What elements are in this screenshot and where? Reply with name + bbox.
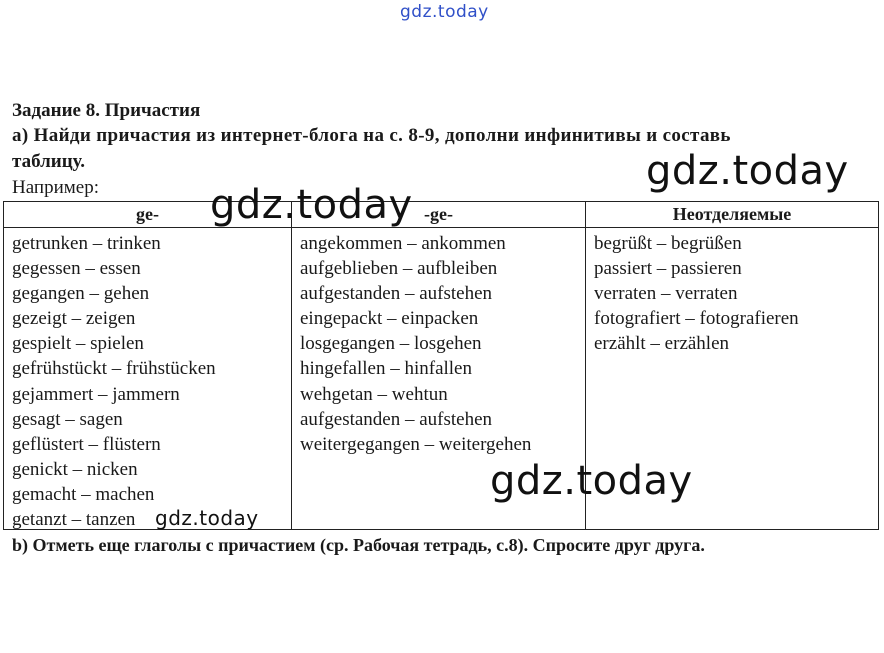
column-header: -ge- bbox=[292, 202, 585, 228]
watermark: gdz.today bbox=[646, 148, 849, 194]
table-entry: aufgestanden – aufstehen bbox=[300, 408, 493, 430]
example-label: Например: bbox=[12, 177, 99, 198]
watermark: gdz.today bbox=[155, 506, 259, 530]
table-entry: erzählt – erzählen bbox=[594, 333, 730, 355]
table-entry: getrunken – trinken bbox=[12, 233, 161, 254]
column-list bbox=[4, 228, 291, 532]
table-entry: gemacht – machen bbox=[12, 483, 155, 505]
task-title: Задание 8. Причастия bbox=[12, 100, 201, 121]
table-entry: getanzt – tanzen bbox=[12, 509, 136, 531]
table-entry: hingefallen – hinfallen bbox=[300, 358, 472, 380]
task-instruction-line-2: таблицу. bbox=[12, 151, 85, 172]
column-header: Неотделяемые bbox=[586, 202, 878, 228]
table-entry: verraten – verraten bbox=[594, 283, 738, 305]
table-entry: gesagt – sagen bbox=[12, 408, 123, 430]
table-entry: fotografiert – fotografieren bbox=[594, 308, 799, 330]
watermark: gdz.today bbox=[210, 182, 413, 228]
table-entry: genickt – nicken bbox=[12, 458, 138, 480]
table-entry: gegangen – gehen bbox=[12, 283, 150, 305]
table-entry: aufgestanden – aufstehen bbox=[300, 283, 493, 305]
column-header: ge- bbox=[4, 202, 291, 228]
table-entry: aufgeblieben – aufbleiben bbox=[300, 258, 498, 280]
table-entry: gespielt – spielen bbox=[12, 333, 144, 355]
watermark-top: gdz.today bbox=[400, 2, 489, 22]
table-entry: losgegangen – losgehen bbox=[300, 333, 482, 355]
column-list bbox=[292, 228, 585, 457]
table-entry: begrüßt – begrüßen bbox=[594, 233, 742, 254]
column-list bbox=[586, 228, 878, 356]
table-entry: geflüstert – flüstern bbox=[12, 433, 161, 455]
table-entry: wehgetan – wehtun bbox=[300, 383, 448, 405]
table-entry: weitergegangen – weitergehen bbox=[300, 433, 532, 455]
table-entry: angekommen – ankommen bbox=[300, 233, 506, 254]
task-part-b: b) Отметь еще глаголы с причастием (ср. Рабочая тетрадь, с.8). Спросите друг друга. bbox=[12, 535, 705, 555]
column-ge-prefix bbox=[4, 202, 292, 529]
table-entry: gezeigt – zeigen bbox=[12, 308, 136, 330]
table-entry: gefrühstückt – frühstücken bbox=[12, 358, 216, 380]
task-instruction-line-1: а) Найди причастия из интернет-блога на с. 8-9, дополни инфинитивы и составь bbox=[12, 125, 731, 146]
table-entry: gejammert – jammern bbox=[12, 383, 180, 405]
table-entry: passiert – passieren bbox=[594, 258, 742, 280]
watermark: gdz.today bbox=[490, 458, 693, 504]
table-entry: eingepackt – einpacken bbox=[300, 308, 479, 330]
participles-table bbox=[3, 201, 879, 530]
table-entry: gegessen – essen bbox=[12, 258, 141, 280]
